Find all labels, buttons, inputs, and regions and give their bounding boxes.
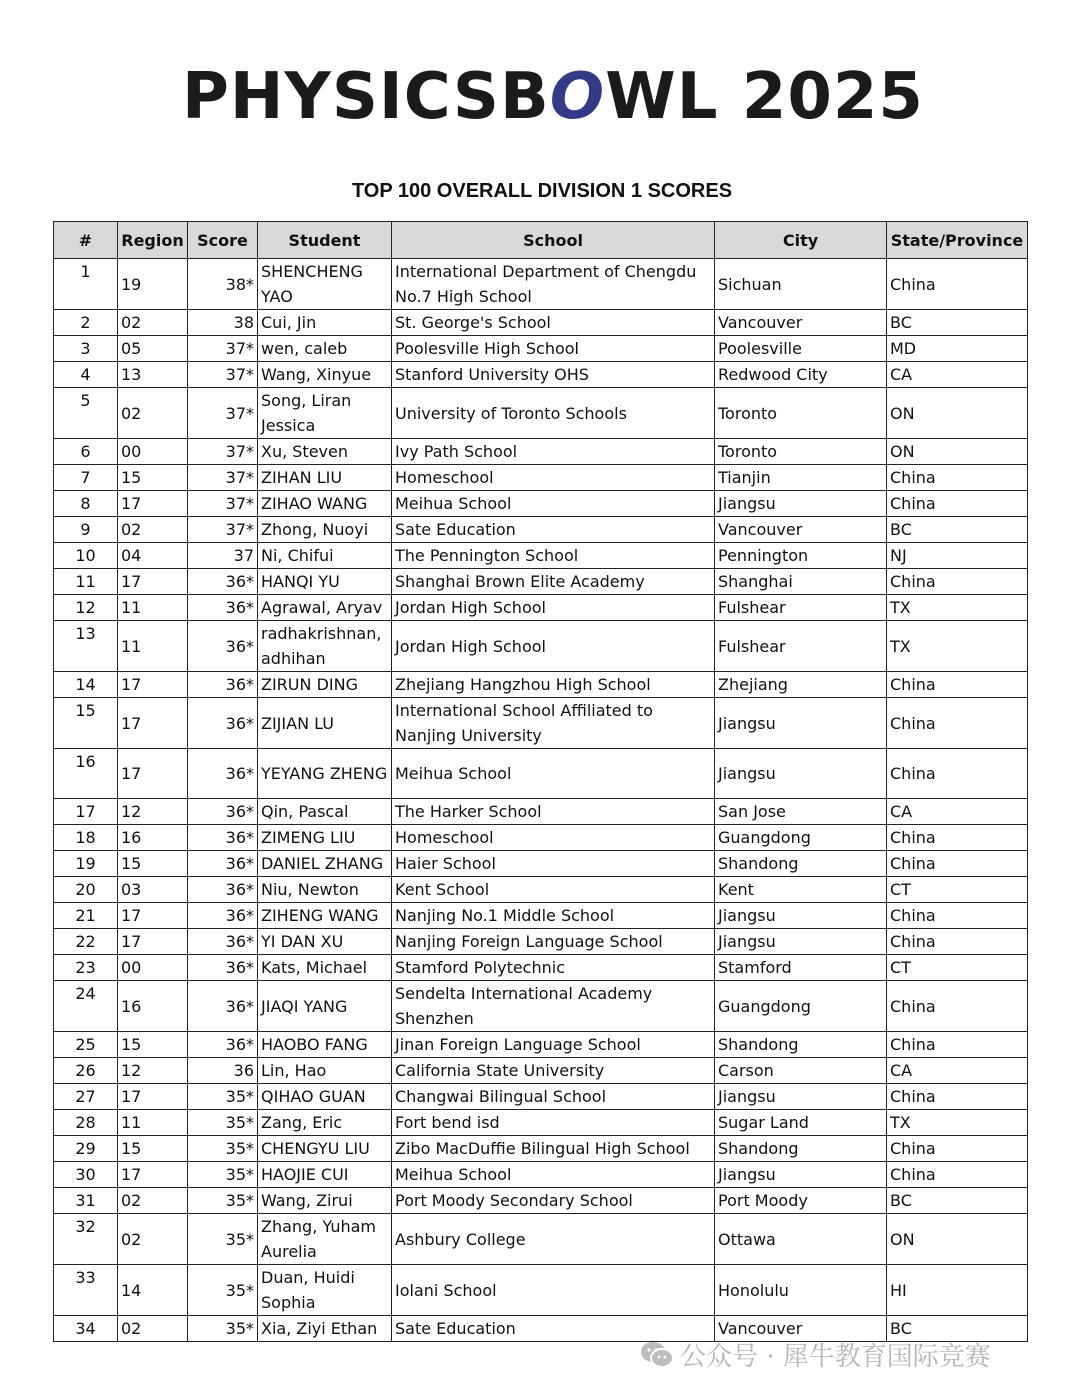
cell-rank: 17 [54,799,118,825]
cell-school: Ashbury College [392,1214,715,1265]
cell-state: ON [887,388,1028,439]
cell-city: Fulshear [715,621,887,672]
cell-city: Jiangsu [715,698,887,749]
cell-rank: 9 [54,517,118,543]
cell-school: California State University [392,1058,715,1084]
cell-school: Fort bend isd [392,1110,715,1136]
cell-region: 02 [118,1316,188,1342]
cell-rank: 8 [54,491,118,517]
table-row [54,621,1028,672]
cell-state: China [887,1032,1028,1058]
cell-student: Agrawal, Aryav [258,595,392,621]
cell-score: 36* [188,595,258,621]
cell-rank: 11 [54,569,118,595]
cell-school: Shanghai Brown Elite Academy [392,569,715,595]
cell-rank: 33 [54,1265,118,1316]
cell-state: ON [887,1214,1028,1265]
cell-city: Tianjin [715,465,887,491]
cell-school: Homeschool [392,825,715,851]
cell-region: 15 [118,465,188,491]
cell-school: Meihua School [392,491,715,517]
cell-student: YEYANG ZHENG [258,749,392,799]
cell-city: Honolulu [715,1265,887,1316]
cell-rank: 32 [54,1214,118,1265]
table-row [54,749,1028,799]
cell-school: International School Affiliated to Nanjing University [392,698,715,749]
cell-region: 02 [118,388,188,439]
cell-school: Haier School [392,851,715,877]
cell-region: 00 [118,439,188,465]
table-row [54,362,1028,388]
cell-score: 36* [188,749,258,799]
cell-student: ZIHENG WANG [258,903,392,929]
cell-rank: 1 [54,259,118,310]
column-header-state: State/Province [887,222,1028,259]
cell-score: 37* [188,439,258,465]
cell-student: Zang, Eric [258,1110,392,1136]
cell-score: 38 [188,310,258,336]
cell-region: 02 [118,517,188,543]
cell-city: Jiangsu [715,491,887,517]
table-row [54,851,1028,877]
cell-rank: 4 [54,362,118,388]
cell-score: 37* [188,362,258,388]
cell-score: 35* [188,1188,258,1214]
cell-region: 15 [118,851,188,877]
cell-rank: 20 [54,877,118,903]
cell-rank: 7 [54,465,118,491]
cell-state: CT [887,955,1028,981]
table-row [54,259,1028,310]
logo-text-part2: O [549,60,606,134]
cell-score: 37 [188,543,258,569]
table-row [54,1188,1028,1214]
cell-region: 19 [118,259,188,310]
cell-student: Zhong, Nuoyi [258,517,392,543]
table-row [54,465,1028,491]
cell-city: Guangdong [715,825,887,851]
cell-rank: 34 [54,1316,118,1342]
cell-student: SHENCHENG YAO [258,259,392,310]
table-row [54,595,1028,621]
cell-student: Wang, Xinyue [258,362,392,388]
cell-score: 37* [188,388,258,439]
cell-school: Jordan High School [392,621,715,672]
cell-score: 36 [188,1058,258,1084]
cell-region: 11 [118,595,188,621]
cell-region: 00 [118,955,188,981]
cell-student: radhakrishnan, adhihan [258,621,392,672]
cell-school: Sate Education [392,517,715,543]
cell-rank: 31 [54,1188,118,1214]
cell-region: 16 [118,825,188,851]
cell-region: 02 [118,310,188,336]
cell-city: Poolesville [715,336,887,362]
cell-state: China [887,465,1028,491]
logo-text-part3: WL 2025 [605,60,924,134]
cell-score: 35* [188,1265,258,1316]
cell-score: 37* [188,336,258,362]
cell-school: Iolani School [392,1265,715,1316]
cell-score: 37* [188,491,258,517]
cell-school: Nanjing Foreign Language School [392,929,715,955]
cell-state: China [887,259,1028,310]
cell-school: Stanford University OHS [392,362,715,388]
cell-region: 17 [118,672,188,698]
cell-state: CT [887,877,1028,903]
cell-student: Wang, Zirui [258,1188,392,1214]
cell-region: 14 [118,1265,188,1316]
cell-region: 02 [118,1214,188,1265]
table-row [54,799,1028,825]
table-row [54,903,1028,929]
table-row [54,877,1028,903]
cell-city: Pennington [715,543,887,569]
cell-school: Nanjing No.1 Middle School [392,903,715,929]
cell-score: 37* [188,517,258,543]
cell-rank: 24 [54,981,118,1032]
cell-student: HANQI YU [258,569,392,595]
cell-region: 11 [118,621,188,672]
cell-city: Jiangsu [715,929,887,955]
table-row [54,1032,1028,1058]
cell-rank: 13 [54,621,118,672]
cell-region: 17 [118,491,188,517]
cell-student: wen, caleb [258,336,392,362]
cell-score: 36* [188,955,258,981]
cell-city: Port Moody [715,1188,887,1214]
cell-student: Qin, Pascal [258,799,392,825]
cell-city: Shandong [715,851,887,877]
cell-school: Zhejiang Hangzhou High School [392,672,715,698]
cell-rank: 10 [54,543,118,569]
table-row [54,517,1028,543]
cell-school: Sate Education [392,1316,715,1342]
cell-rank: 19 [54,851,118,877]
cell-student: DANIEL ZHANG [258,851,392,877]
cell-state: CA [887,1058,1028,1084]
cell-city: Sichuan [715,259,887,310]
cell-rank: 28 [54,1110,118,1136]
cell-score: 35* [188,1084,258,1110]
cell-rank: 12 [54,595,118,621]
cell-school: International Department of Chengdu No.7 High School [392,259,715,310]
cell-score: 36* [188,621,258,672]
cell-city: Shandong [715,1136,887,1162]
cell-region: 13 [118,362,188,388]
cell-city: Jiangsu [715,1162,887,1188]
cell-city: Vancouver [715,310,887,336]
cell-rank: 25 [54,1032,118,1058]
cell-school: The Harker School [392,799,715,825]
table-row [54,310,1028,336]
table-row [54,1084,1028,1110]
cell-city: Guangdong [715,981,887,1032]
cell-score: 36* [188,903,258,929]
cell-student: ZIHAN LIU [258,465,392,491]
cell-score: 36* [188,877,258,903]
cell-state: China [887,825,1028,851]
cell-region: 11 [118,1110,188,1136]
cell-region: 15 [118,1032,188,1058]
table-row [54,955,1028,981]
cell-student: Zhang, Yuham Aurelia [258,1214,392,1265]
cell-region: 17 [118,749,188,799]
cell-region: 17 [118,929,188,955]
cell-school: Jordan High School [392,595,715,621]
cell-school: Zibo MacDuffie Bilingual High School [392,1136,715,1162]
table-row [54,1214,1028,1265]
cell-state: BC [887,517,1028,543]
cell-student: JIAQI YANG [258,981,392,1032]
cell-student: ZIMENG LIU [258,825,392,851]
table-row [54,672,1028,698]
cell-state: BC [887,310,1028,336]
cell-score: 36* [188,851,258,877]
cell-student: ZIJIAN LU [258,698,392,749]
cell-state: TX [887,621,1028,672]
cell-rank: 22 [54,929,118,955]
cell-city: Jiangsu [715,1084,887,1110]
cell-school: Meihua School [392,749,715,799]
cell-score: 36* [188,672,258,698]
scores-table [53,221,1028,1342]
cell-rank: 6 [54,439,118,465]
cell-region: 12 [118,799,188,825]
cell-state: BC [887,1316,1028,1342]
cell-score: 36* [188,799,258,825]
cell-school: The Pennington School [392,543,715,569]
table-row [54,1136,1028,1162]
cell-city: Sugar Land [715,1110,887,1136]
watermark [640,1336,991,1373]
watermark-text: 公众号 · 犀牛教育国际竞赛 [680,1342,991,1372]
cell-score: 37* [188,465,258,491]
column-header-school: School [392,222,715,259]
cell-score: 35* [188,1110,258,1136]
column-header-score: Score [188,222,258,259]
table-row [54,439,1028,465]
table-row [54,491,1028,517]
table-row [54,388,1028,439]
cell-student: YI DAN XU [258,929,392,955]
cell-student: Cui, Jin [258,310,392,336]
cell-rank: 2 [54,310,118,336]
cell-student: Xu, Steven [258,439,392,465]
cell-student: Niu, Newton [258,877,392,903]
cell-score: 38* [188,259,258,310]
cell-score: 35* [188,1214,258,1265]
cell-state: China [887,903,1028,929]
cell-school: Ivy Path School [392,439,715,465]
cell-state: CA [887,799,1028,825]
cell-rank: 30 [54,1162,118,1188]
cell-score: 36* [188,698,258,749]
cell-rank: 29 [54,1136,118,1162]
column-header-student: Student [258,222,392,259]
column-header-city: City [715,222,887,259]
cell-rank: 14 [54,672,118,698]
table-header-row [54,222,1028,259]
cell-state: HI [887,1265,1028,1316]
cell-city: Jiangsu [715,903,887,929]
cell-city: Toronto [715,439,887,465]
cell-state: China [887,672,1028,698]
cell-region: 05 [118,336,188,362]
cell-school: Stamford Polytechnic [392,955,715,981]
table-row [54,543,1028,569]
cell-rank: 21 [54,903,118,929]
cell-score: 36* [188,929,258,955]
cell-state: China [887,491,1028,517]
cell-school: Sendelta International Academy Shenzhen [392,981,715,1032]
cell-state: China [887,929,1028,955]
cell-region: 17 [118,569,188,595]
table-row [54,1162,1028,1188]
cell-state: China [887,749,1028,799]
cell-state: NJ [887,543,1028,569]
cell-student: QIHAO GUAN [258,1084,392,1110]
cell-city: Shanghai [715,569,887,595]
cell-state: TX [887,595,1028,621]
cell-city: Kent [715,877,887,903]
table-row [54,981,1028,1032]
cell-school: St. George's School [392,310,715,336]
cell-state: MD [887,336,1028,362]
cell-student: Xia, Ziyi Ethan [258,1316,392,1342]
cell-school: Port Moody Secondary School [392,1188,715,1214]
cell-student: ZIRUN DING [258,672,392,698]
cell-rank: 3 [54,336,118,362]
cell-rank: 16 [54,749,118,799]
logo-text-part1: PHYSICSB [182,60,550,134]
page-subtitle: TOP 100 OVERALL DIVISION 1 SCORES [351,180,733,202]
cell-region: 16 [118,981,188,1032]
table-row [54,929,1028,955]
cell-state: China [887,851,1028,877]
table-body [54,259,1028,1342]
cell-region: 17 [118,698,188,749]
cell-region: 15 [118,1136,188,1162]
cell-region: 02 [118,1188,188,1214]
cell-student: Lin, Hao [258,1058,392,1084]
cell-city: Jiangsu [715,749,887,799]
cell-student: CHENGYU LIU [258,1136,392,1162]
cell-student: HAOJIE CUI [258,1162,392,1188]
cell-rank: 27 [54,1084,118,1110]
cell-school: Changwai Bilingual School [392,1084,715,1110]
cell-city: Redwood City [715,362,887,388]
cell-score: 36* [188,1032,258,1058]
cell-state: ON [887,439,1028,465]
cell-city: Toronto [715,388,887,439]
table-row [54,1110,1028,1136]
column-header-region: Region [118,222,188,259]
cell-rank: 26 [54,1058,118,1084]
cell-city: Shandong [715,1032,887,1058]
cell-state: BC [887,1188,1028,1214]
cell-score: 36* [188,981,258,1032]
table-row [54,698,1028,749]
cell-student: Kats, Michael [258,955,392,981]
wechat-icon [640,1340,674,1370]
cell-state: TX [887,1110,1028,1136]
cell-state: China [887,698,1028,749]
cell-state: CA [887,362,1028,388]
cell-city: San Jose [715,799,887,825]
table-row [54,1265,1028,1316]
cell-rank: 18 [54,825,118,851]
cell-school: Kent School [392,877,715,903]
table-row [54,569,1028,595]
cell-score: 36* [188,825,258,851]
cell-school: Poolesville High School [392,336,715,362]
cell-school: Meihua School [392,1162,715,1188]
cell-region: 17 [118,1084,188,1110]
cell-score: 36* [188,569,258,595]
table-row [54,336,1028,362]
cell-city: Fulshear [715,595,887,621]
cell-rank: 15 [54,698,118,749]
cell-city: Carson [715,1058,887,1084]
cell-school: University of Toronto Schools [392,388,715,439]
cell-score: 35* [188,1316,258,1342]
cell-region: 17 [118,903,188,929]
cell-region: 17 [118,1162,188,1188]
cell-city: Vancouver [715,1316,887,1342]
cell-student: Ni, Chifui [258,543,392,569]
cell-score: 35* [188,1136,258,1162]
cell-region: 12 [118,1058,188,1084]
cell-state: China [887,981,1028,1032]
physicsbowl-logo [182,62,924,132]
cell-city: Vancouver [715,517,887,543]
cell-student: ZIHAO WANG [258,491,392,517]
cell-state: China [887,1162,1028,1188]
cell-student: HAOBO FANG [258,1032,392,1058]
cell-student: Song, Liran Jessica [258,388,392,439]
cell-city: Stamford [715,955,887,981]
cell-state: China [887,1136,1028,1162]
cell-school: Homeschool [392,465,715,491]
cell-region: 03 [118,877,188,903]
column-header-rank: # [54,222,118,259]
cell-student: Duan, Huidi Sophia [258,1265,392,1316]
cell-rank: 23 [54,955,118,981]
table-row [54,1058,1028,1084]
cell-region: 04 [118,543,188,569]
cell-city: Ottawa [715,1214,887,1265]
cell-rank: 5 [54,388,118,439]
cell-state: China [887,1084,1028,1110]
table-row [54,825,1028,851]
cell-score: 35* [188,1162,258,1188]
cell-school: Jinan Foreign Language School [392,1032,715,1058]
cell-city: Zhejiang [715,672,887,698]
cell-state: China [887,569,1028,595]
